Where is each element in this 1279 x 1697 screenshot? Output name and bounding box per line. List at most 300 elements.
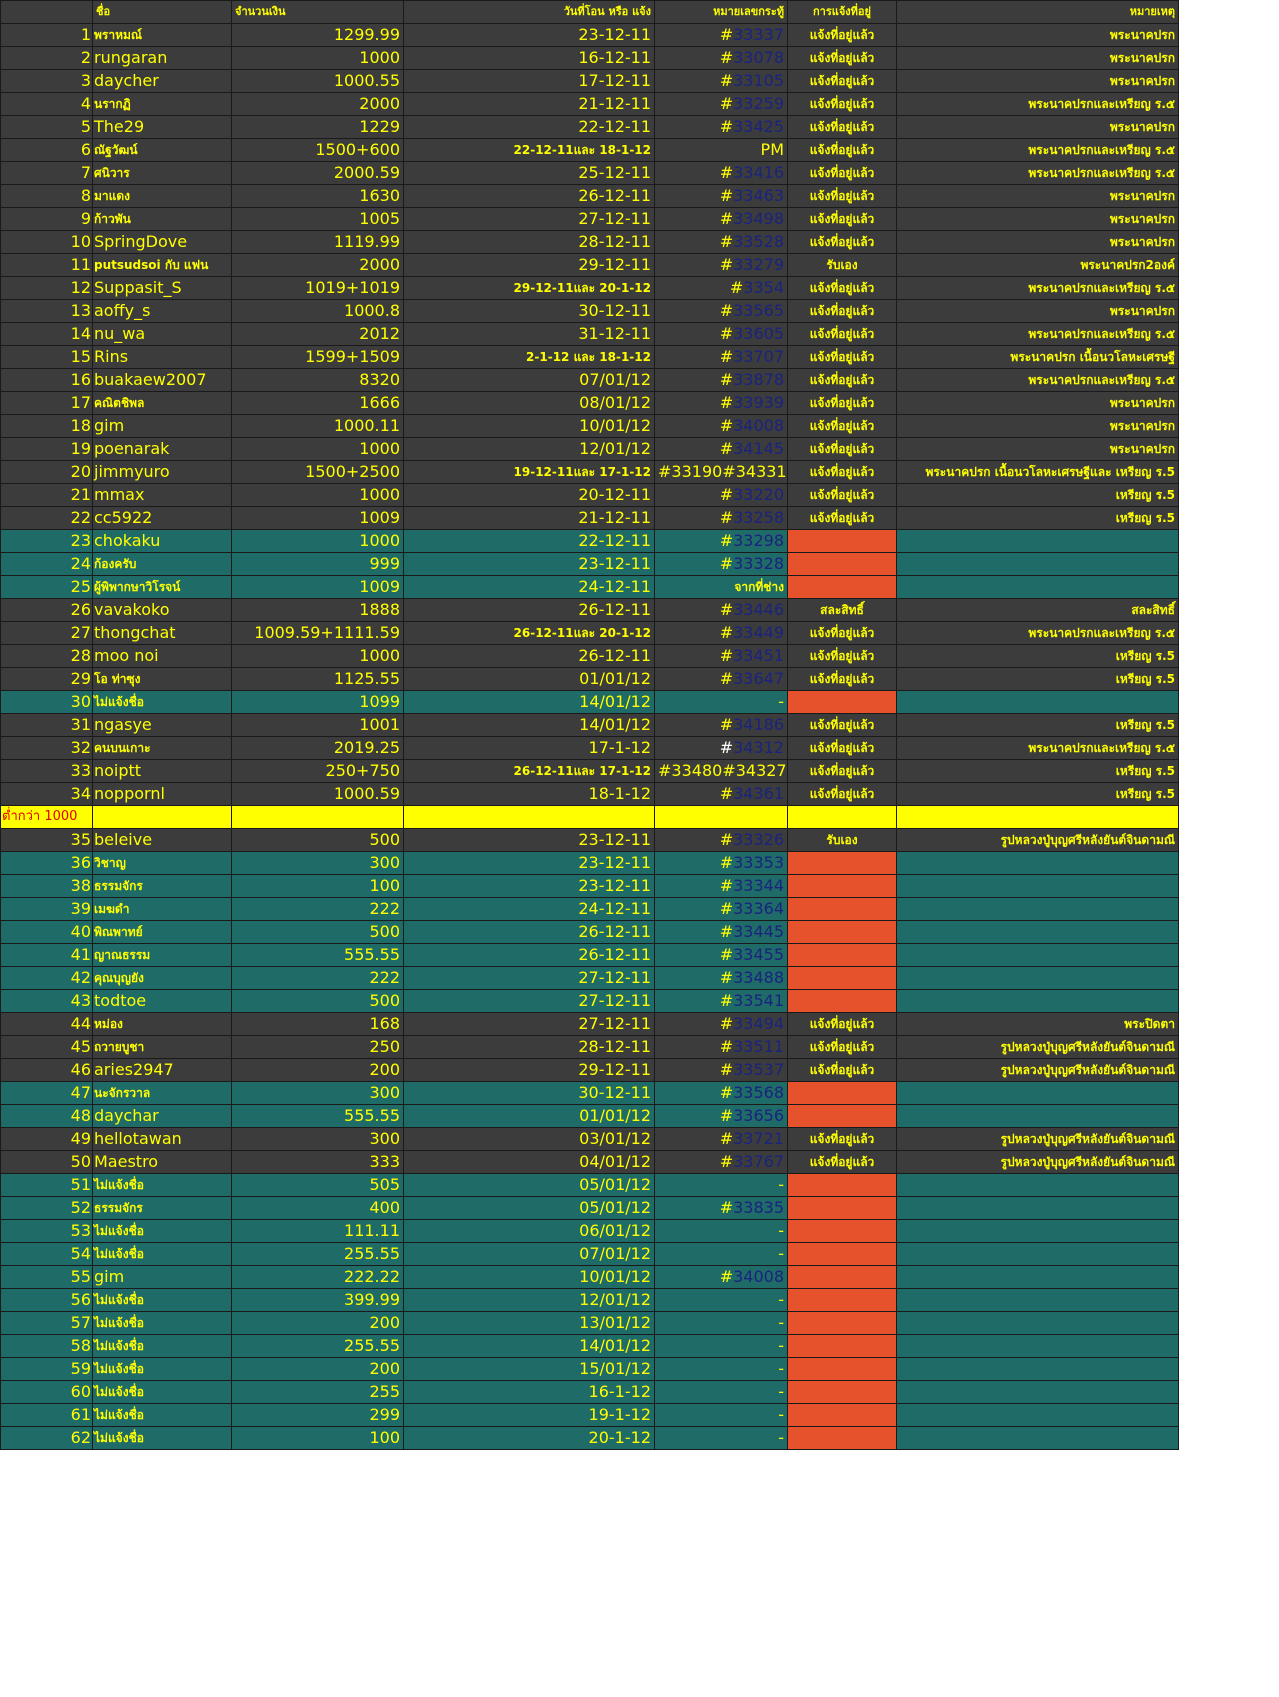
amount-cell[interactable]: 1000.11 [232,415,404,438]
date-cell[interactable]: 26-12-11 [404,185,655,208]
remark-cell[interactable]: พระนาคปรกและเหรียญ ร.๕ [897,737,1179,760]
post-number-cell[interactable] [655,737,788,760]
section-empty-cell[interactable] [404,806,655,829]
row-number-cell[interactable]: 48 [1,1105,93,1128]
post-number-cell[interactable] [655,921,788,944]
row-number-cell[interactable]: 22 [1,507,93,530]
remark-cell[interactable]: รูปหลวงปู่บุญศรีหลังยันต์จินดามณี [897,829,1179,852]
post-number-link[interactable]: - [778,1428,784,1447]
post-number-cell[interactable] [655,1197,788,1220]
post-number-link[interactable]: 33446 [733,600,784,619]
address-status-cell[interactable] [788,1174,897,1197]
post-number-link[interactable]: - [778,1336,784,1355]
address-status-cell[interactable]: แจ้งที่อยู่แล้ว [788,392,897,415]
remark-cell[interactable] [897,691,1179,714]
post-number-link[interactable]: 33568 [733,1083,784,1102]
remark-cell[interactable]: พระนาคปรกและเหรียญ ร.๕ [897,622,1179,645]
amount-cell[interactable]: 250 [232,1036,404,1059]
amount-cell[interactable]: 1000.55 [232,70,404,93]
section-label[interactable]: ต่ำกว่า 1000 [1,806,93,829]
remark-cell[interactable]: เหรียญ ร.5 [897,783,1179,806]
name-cell[interactable]: ngasye [93,714,232,737]
amount-cell[interactable]: 500 [232,921,404,944]
post-number-cell[interactable] [655,231,788,254]
date-cell[interactable]: 23-12-11 [404,553,655,576]
post-number-cell[interactable] [655,1427,788,1450]
amount-cell[interactable]: 255 [232,1381,404,1404]
date-cell[interactable]: 13/01/12 [404,1312,655,1335]
address-status-cell[interactable]: แจ้งที่อยู่แล้ว [788,300,897,323]
remark-cell[interactable]: พระนาคปรก เนื้อนวโลหะเศรษฐีและ เหรียญ ร.5 [897,461,1179,484]
amount-cell[interactable]: 1630 [232,185,404,208]
address-status-cell[interactable]: แจ้งที่อยู่แล้ว [788,208,897,231]
name-cell[interactable]: todtoe [93,990,232,1013]
name-cell[interactable]: มาแดง [93,185,232,208]
amount-cell[interactable]: 1000 [232,530,404,553]
address-status-cell[interactable]: แจ้งที่อยู่แล้ว [788,714,897,737]
name-cell[interactable]: ญาณธรรม [93,944,232,967]
name-cell[interactable]: moo noi [93,645,232,668]
name-cell[interactable]: ไม่แจ้งชื่อ [93,1427,232,1450]
remark-cell[interactable]: พระนาคปรกและเหรียญ ร.๕ [897,93,1179,116]
post-number-link[interactable]: 34361 [733,784,784,803]
date-cell[interactable]: 04/01/12 [404,1151,655,1174]
name-cell[interactable]: ไม่แจ้งชื่อ [93,1358,232,1381]
post-number-link[interactable]: 33449 [733,623,784,642]
post-number-cell[interactable] [655,1082,788,1105]
date-cell[interactable]: 31-12-11 [404,323,655,346]
post-number-link[interactable]: 33445 [733,922,784,941]
post-number-link[interactable]: 33939 [733,393,784,412]
remark-cell[interactable] [897,1266,1179,1289]
post-number-cell[interactable] [655,1151,788,1174]
amount-cell[interactable]: 2012 [232,323,404,346]
header-remark[interactable]: หมายเหตุ [897,1,1179,24]
row-number-cell[interactable]: 38 [1,875,93,898]
remark-cell[interactable]: พระนาคปรก [897,47,1179,70]
name-cell[interactable]: ไม่แจ้งชื่อ [93,1243,232,1266]
amount-cell[interactable]: 255.55 [232,1335,404,1358]
post-number-link[interactable]: จากที่ช่าง [734,580,784,594]
address-status-cell[interactable] [788,990,897,1013]
date-cell[interactable]: 15/01/12 [404,1358,655,1381]
date-cell[interactable]: 29-12-11และ 20-1-12 [404,277,655,300]
post-number-cell[interactable] [655,1335,788,1358]
post-number-cell[interactable] [655,783,788,806]
name-cell[interactable]: putsudsoi กับ แฟน [93,254,232,277]
row-number-cell[interactable]: 24 [1,553,93,576]
date-cell[interactable]: 28-12-11 [404,231,655,254]
remark-cell[interactable] [897,990,1179,1013]
date-cell[interactable]: 28-12-11 [404,1036,655,1059]
row-number-cell[interactable]: 42 [1,967,93,990]
amount-cell[interactable]: 1001 [232,714,404,737]
date-cell[interactable]: 18-1-12 [404,783,655,806]
name-cell[interactable]: นรากฏิ [93,93,232,116]
remark-cell[interactable] [897,1289,1179,1312]
amount-cell[interactable]: 1099 [232,691,404,714]
date-cell[interactable]: 23-12-11 [404,875,655,898]
date-cell[interactable]: 03/01/12 [404,1128,655,1151]
post-number-link[interactable]: 33451 [733,646,784,665]
address-status-cell[interactable] [788,1289,897,1312]
amount-cell[interactable]: 1000 [232,484,404,507]
section-empty-cell[interactable] [655,806,788,829]
remark-cell[interactable]: รูปหลวงปู่บุญศรีหลังยันต์จินดามณี [897,1059,1179,1082]
post-number-cell[interactable] [655,530,788,553]
post-number-cell[interactable] [655,507,788,530]
post-number-link[interactable]: 33656 [733,1106,784,1125]
post-number-link[interactable]: 33537 [733,1060,784,1079]
name-cell[interactable]: vavakoko [93,599,232,622]
remark-cell[interactable] [897,1220,1179,1243]
address-status-cell[interactable]: แจ้งที่อยู่แล้ว [788,1013,897,1036]
date-cell[interactable]: 07/01/12 [404,1243,655,1266]
name-cell[interactable]: thongchat [93,622,232,645]
post-number-link[interactable]: 33078 [733,48,784,67]
address-status-cell[interactable]: แจ้งที่อยู่แล้ว [788,93,897,116]
post-number-link[interactable]: 33326 [733,830,784,849]
remark-cell[interactable] [897,1082,1179,1105]
date-cell[interactable]: 05/01/12 [404,1174,655,1197]
post-number-link[interactable]: 33259 [733,94,784,113]
post-number-cell[interactable] [655,599,788,622]
address-status-cell[interactable] [788,553,897,576]
amount-cell[interactable]: 100 [232,1427,404,1450]
row-number-cell[interactable]: 2 [1,47,93,70]
row-number-cell[interactable]: 39 [1,898,93,921]
remark-cell[interactable]: เหรียญ ร.5 [897,645,1179,668]
address-status-cell[interactable]: แจ้งที่อยู่แล้ว [788,346,897,369]
amount-cell[interactable]: 222 [232,967,404,990]
remark-cell[interactable]: พระนาคปรก [897,300,1179,323]
remark-cell[interactable] [897,1243,1179,1266]
post-number-cell[interactable] [655,1105,788,1128]
name-cell[interactable]: ไม่แจ้งชื่อ [93,1220,232,1243]
date-cell[interactable]: 01/01/12 [404,1105,655,1128]
post-number-cell[interactable] [655,1059,788,1082]
remark-cell[interactable]: พระนาคปรก [897,70,1179,93]
amount-cell[interactable]: 1888 [232,599,404,622]
row-number-cell[interactable]: 31 [1,714,93,737]
post-number-link[interactable]: - [778,1290,784,1309]
row-number-cell[interactable]: 51 [1,1174,93,1197]
name-cell[interactable]: nu_wa [93,323,232,346]
post-number-cell[interactable] [655,461,788,484]
address-status-cell[interactable]: แจ้งที่อยู่แล้ว [788,277,897,300]
date-cell[interactable]: 26-12-11 [404,921,655,944]
post-number-cell[interactable] [655,691,788,714]
post-number-link[interactable]: 33647 [733,669,784,688]
remark-cell[interactable]: พระนาคปรกและเหรียญ ร.๕ [897,162,1179,185]
name-cell[interactable]: ไม่แจ้งชื่อ [93,691,232,714]
address-status-cell[interactable] [788,875,897,898]
amount-cell[interactable]: 1500+600 [232,139,404,162]
amount-cell[interactable]: 999 [232,553,404,576]
remark-cell[interactable]: พระนาคปรก เนื้อนวโลหะเศรษฐี [897,346,1179,369]
amount-cell[interactable]: 1019+1019 [232,277,404,300]
amount-cell[interactable]: 2000.59 [232,162,404,185]
remark-cell[interactable]: พระนาคปรก [897,185,1179,208]
row-number-cell[interactable]: 44 [1,1013,93,1036]
post-number-link[interactable]: - [778,1313,784,1332]
post-number-cell[interactable] [655,875,788,898]
post-number-cell[interactable] [655,1381,788,1404]
name-cell[interactable]: ณัฐวัฒน์ [93,139,232,162]
post-number-cell[interactable] [655,852,788,875]
post-number-link[interactable]: - [778,1175,784,1194]
date-cell[interactable]: 05/01/12 [404,1197,655,1220]
remark-cell[interactable]: พระนาคปรก [897,392,1179,415]
address-status-cell[interactable] [788,1381,897,1404]
remark-cell[interactable]: เหรียญ ร.5 [897,668,1179,691]
post-number-link[interactable]: 33455 [733,945,784,964]
post-number-link[interactable]: 33721 [733,1129,784,1148]
amount-cell[interactable]: 299 [232,1404,404,1427]
name-cell[interactable]: cc5922 [93,507,232,530]
date-cell[interactable]: 17-12-11 [404,70,655,93]
row-number-cell[interactable]: 28 [1,645,93,668]
row-number-cell[interactable]: 58 [1,1335,93,1358]
post-number-link[interactable]: 33353 [733,853,784,872]
date-cell[interactable]: 24-12-11 [404,576,655,599]
row-number-cell[interactable]: 27 [1,622,93,645]
name-cell[interactable]: ถวายบูชา [93,1036,232,1059]
row-number-cell[interactable]: 41 [1,944,93,967]
post-number-cell[interactable] [655,760,788,783]
name-cell[interactable]: Suppasit_S [93,277,232,300]
date-cell[interactable]: 26-12-11 [404,944,655,967]
post-number-link[interactable]: 33105 [733,71,784,90]
name-cell[interactable]: พิณพาทย์ [93,921,232,944]
address-status-cell[interactable]: แจ้งที่อยู่แล้ว [788,1151,897,1174]
amount-cell[interactable]: 1229 [232,116,404,139]
post-number-link[interactable]: - [778,1244,784,1263]
row-number-cell[interactable]: 56 [1,1289,93,1312]
name-cell[interactable]: mmax [93,484,232,507]
address-status-cell[interactable]: แจ้งที่อยู่แล้ว [788,185,897,208]
address-status-cell[interactable]: แจ้งที่อยู่แล้ว [788,323,897,346]
name-cell[interactable]: poenarak [93,438,232,461]
date-cell[interactable]: 16-1-12 [404,1381,655,1404]
address-status-cell[interactable]: แจ้งที่อยู่แล้ว [788,70,897,93]
remark-cell[interactable]: พระนาคปรกและเหรียญ ร.๕ [897,277,1179,300]
remark-cell[interactable] [897,1427,1179,1450]
remark-cell[interactable]: รูปหลวงปู่บุญศรีหลังยันต์จินดามณี [897,1128,1179,1151]
address-status-cell[interactable]: แจ้งที่อยู่แล้ว [788,415,897,438]
row-number-cell[interactable]: 35 [1,829,93,852]
name-cell[interactable]: gim [93,415,232,438]
post-number-cell[interactable] [655,1312,788,1335]
remark-cell[interactable] [897,875,1179,898]
date-cell[interactable]: 14/01/12 [404,714,655,737]
address-status-cell[interactable]: แจ้งที่อยู่แล้ว [788,1128,897,1151]
post-number-cell[interactable] [655,645,788,668]
address-status-cell[interactable]: สละสิทธิ์ [788,599,897,622]
amount-cell[interactable]: 8320 [232,369,404,392]
amount-cell[interactable]: 1009 [232,507,404,530]
name-cell[interactable]: Maestro [93,1151,232,1174]
row-number-cell[interactable]: 32 [1,737,93,760]
post-number-link[interactable]: 33328 [733,554,784,573]
remark-cell[interactable] [897,967,1179,990]
row-number-cell[interactable]: 12 [1,277,93,300]
remark-cell[interactable] [897,1174,1179,1197]
date-cell[interactable]: 26-12-11และ 20-1-12 [404,622,655,645]
post-number-link[interactable]: 33767 [733,1152,784,1171]
post-number-link[interactable]: 34008 [733,416,784,435]
post-number-cell[interactable] [655,254,788,277]
row-number-cell[interactable]: 60 [1,1381,93,1404]
row-number-cell[interactable]: 47 [1,1082,93,1105]
row-number-cell[interactable]: 18 [1,415,93,438]
section-empty-cell[interactable] [788,806,897,829]
address-status-cell[interactable]: แจ้งที่อยู่แล้ว [788,645,897,668]
date-cell[interactable]: 29-12-11 [404,254,655,277]
post-number-cell[interactable] [655,323,788,346]
row-number-cell[interactable]: 46 [1,1059,93,1082]
row-number-cell[interactable]: 62 [1,1427,93,1450]
name-cell[interactable]: หม่อง [93,1013,232,1036]
date-cell[interactable]: 25-12-11 [404,162,655,185]
amount-cell[interactable]: 1009 [232,576,404,599]
row-number-cell[interactable]: 55 [1,1266,93,1289]
post-number-cell[interactable] [655,70,788,93]
address-status-cell[interactable]: รับเอง [788,254,897,277]
row-number-cell[interactable]: 52 [1,1197,93,1220]
date-cell[interactable]: 14/01/12 [404,1335,655,1358]
address-status-cell[interactable]: แจ้งที่อยู่แล้ว [788,760,897,783]
amount-cell[interactable]: 200 [232,1312,404,1335]
remark-cell[interactable]: พระนาคปรก [897,208,1179,231]
remark-cell[interactable]: พระนาคปรกและเหรียญ ร.๕ [897,369,1179,392]
amount-cell[interactable]: 255.55 [232,1243,404,1266]
name-cell[interactable]: noppornl [93,783,232,806]
date-cell[interactable]: 10/01/12 [404,415,655,438]
post-number-cell[interactable] [655,24,788,47]
date-cell[interactable]: 12/01/12 [404,438,655,461]
post-number-link[interactable]: 33258 [733,508,784,527]
address-status-cell[interactable]: แจ้งที่อยู่แล้ว [788,47,897,70]
address-status-cell[interactable]: แจ้งที่อยู่แล้ว [788,162,897,185]
post-number-link[interactable]: 34186 [733,715,784,734]
name-cell[interactable]: คณิตชิพล [93,392,232,415]
address-status-cell[interactable] [788,530,897,553]
date-cell[interactable]: 22-12-11 [404,116,655,139]
amount-cell[interactable]: 1119.99 [232,231,404,254]
post-number-cell[interactable] [655,1013,788,1036]
remark-cell[interactable] [897,852,1179,875]
address-status-cell[interactable] [788,1266,897,1289]
remark-cell[interactable]: เหรียญ ร.5 [897,714,1179,737]
post-number-link[interactable]: 33279 [733,255,784,274]
address-status-cell[interactable]: แจ้งที่อยู่แล้ว [788,231,897,254]
address-status-cell[interactable] [788,944,897,967]
row-number-cell[interactable]: 10 [1,231,93,254]
post-number-cell[interactable] [655,944,788,967]
row-number-cell[interactable]: 53 [1,1220,93,1243]
name-cell[interactable]: ไม่แจ้งชื่อ [93,1404,232,1427]
post-number-link[interactable]: 34008 [733,1267,784,1286]
address-status-cell[interactable] [788,1312,897,1335]
date-cell[interactable]: 16-12-11 [404,47,655,70]
post-number-cell[interactable] [655,1174,788,1197]
remark-cell[interactable]: เหรียญ ร.5 [897,760,1179,783]
post-number-cell[interactable] [655,208,788,231]
row-number-cell[interactable]: 11 [1,254,93,277]
name-cell[interactable]: daychar [93,1105,232,1128]
name-cell[interactable]: SpringDove [93,231,232,254]
date-cell[interactable]: 12/01/12 [404,1289,655,1312]
remark-cell[interactable]: พระนาคปรกและเหรียญ ร.๕ [897,139,1179,162]
amount-cell[interactable]: 1000.59 [232,783,404,806]
row-number-cell[interactable]: 57 [1,1312,93,1335]
row-number-cell[interactable]: 13 [1,300,93,323]
address-status-cell[interactable] [788,1105,897,1128]
date-cell[interactable]: 29-12-11 [404,1059,655,1082]
address-status-cell[interactable]: แจ้งที่อยู่แล้ว [788,507,897,530]
address-status-cell[interactable] [788,1197,897,1220]
post-number-cell[interactable] [655,369,788,392]
name-cell[interactable]: โอ ท่าซุง [93,668,232,691]
name-cell[interactable]: เมฆดำ [93,898,232,921]
address-status-cell[interactable] [788,1243,897,1266]
name-cell[interactable]: คนบนเกาะ [93,737,232,760]
date-cell[interactable]: 26-12-11 [404,599,655,622]
remark-cell[interactable]: พระนาคปรก [897,438,1179,461]
name-cell[interactable]: beleive [93,829,232,852]
post-number-cell[interactable] [655,1128,788,1151]
post-number-cell[interactable] [655,415,788,438]
post-number-link[interactable]: 33298 [733,531,784,550]
name-cell[interactable]: rungaran [93,47,232,70]
date-cell[interactable]: 2-1-12 และ 18-1-12 [404,346,655,369]
date-cell[interactable]: 22-12-11และ 18-1-12 [404,139,655,162]
post-number-cell[interactable] [655,277,788,300]
address-status-cell[interactable] [788,1220,897,1243]
post-number-cell[interactable] [655,116,788,139]
amount-cell[interactable]: 1666 [232,392,404,415]
address-status-cell[interactable]: แจ้งที่อยู่แล้ว [788,668,897,691]
post-number-link[interactable]: 33463 [733,186,784,205]
address-status-cell[interactable] [788,1358,897,1381]
section-empty-cell[interactable] [232,806,404,829]
row-number-cell[interactable]: 50 [1,1151,93,1174]
address-status-cell[interactable] [788,1404,897,1427]
date-cell[interactable]: 17-1-12 [404,737,655,760]
post-number-cell[interactable] [655,162,788,185]
amount-cell[interactable]: 222.22 [232,1266,404,1289]
address-status-cell[interactable]: แจ้งที่อยู่แล้ว [788,438,897,461]
post-number-link[interactable]: 33337 [733,25,784,44]
row-number-cell[interactable]: 36 [1,852,93,875]
post-number-cell[interactable] [655,829,788,852]
header-name[interactable]: ชื่อ [93,1,232,24]
address-status-cell[interactable] [788,1082,897,1105]
remark-cell[interactable]: รูปหลวงปู่บุญศรีหลังยันต์จินดามณี [897,1151,1179,1174]
amount-cell[interactable]: 300 [232,1082,404,1105]
date-cell[interactable]: 20-1-12 [404,1427,655,1450]
amount-cell[interactable]: 2019.25 [232,737,404,760]
name-cell[interactable]: ธรรมจักร [93,1197,232,1220]
date-cell[interactable]: 14/01/12 [404,691,655,714]
post-number-link[interactable]: 33878 [733,370,784,389]
row-number-cell[interactable]: 25 [1,576,93,599]
section-empty-cell[interactable] [897,806,1179,829]
date-cell[interactable]: 20-12-11 [404,484,655,507]
name-cell[interactable]: ธรรมจักร [93,875,232,898]
name-cell[interactable]: ศนิวาร [93,162,232,185]
